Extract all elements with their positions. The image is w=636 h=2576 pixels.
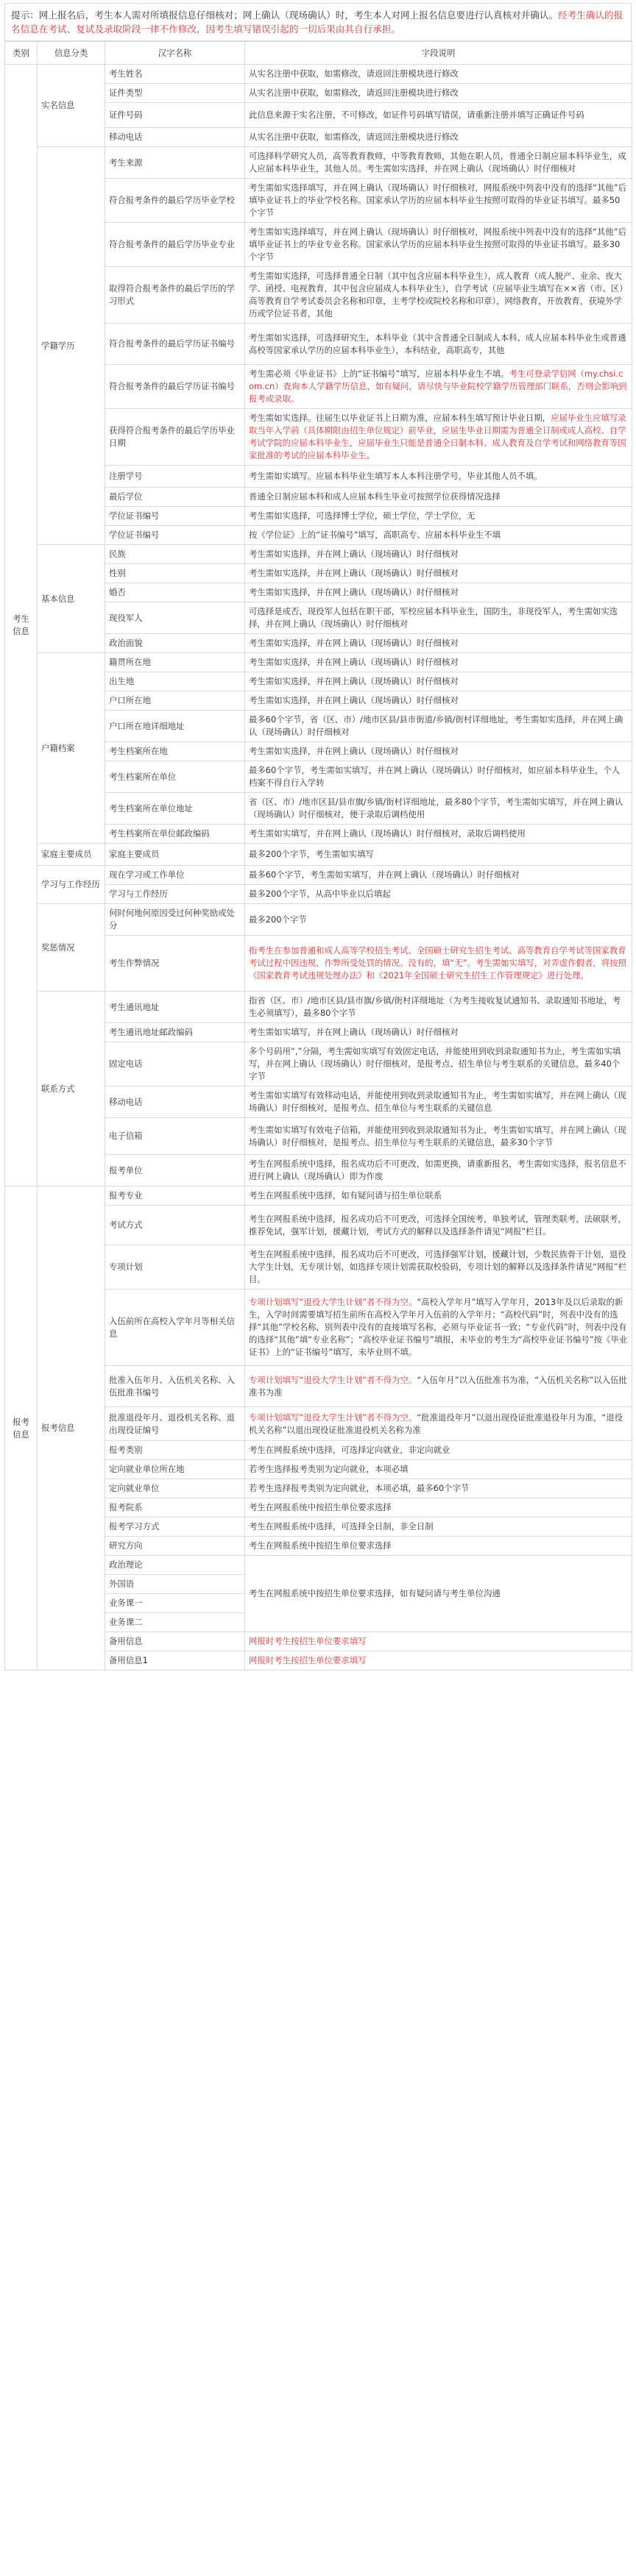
field-name-cell: 符合报考条件的最后学历证书编号 (105, 324, 245, 365)
field-name-cell: 报考专业 (105, 1186, 245, 1206)
field-name-cell: 考生档案所在地 (105, 742, 245, 761)
desc-text: 考生在网报系统中选择，可选择定向就业，非定向就业 (249, 1445, 451, 1455)
desc-text: 考生需如实填写。应届本科毕业生填写本人本科注册学号，毕业其他人员不填。 (249, 471, 543, 481)
header-row (5, 42, 632, 65)
field-desc-cell (245, 904, 632, 936)
field-desc-cell (245, 1245, 632, 1289)
page (4, 0, 632, 1671)
desc-text: 考生在网报系统中选择，如有疑问请与招生单位联系 (249, 1190, 442, 1200)
desc-text: 最多60个字节，考生需如实填写，并在网上确认（现场确认）时仔细核对 (249, 869, 520, 880)
field-name-cell: 电子信箱 (105, 1118, 245, 1155)
field-desc-cell (245, 507, 632, 526)
header-desc: 字段说明 (245, 42, 632, 65)
field-name-cell: 民族 (105, 545, 245, 564)
desc-text: 考生在网报系统中按招生单位要求选择 (249, 1502, 392, 1512)
desc-warning-text: 考生可登录学信网（my.chsi.com.cn）查询本人学籍学历信息，如有疑问，请尽快与毕业院校学籍学历管理部门联系，否则会影响到报考或录取。 (249, 369, 627, 404)
field-desc-cell (245, 936, 632, 992)
field-desc-cell (245, 1042, 632, 1086)
desc-text: 若考生选择报考类别为定向就业，本项必填，最多60个字节 (249, 1483, 470, 1493)
field-name-cell: 批准退役年月、退役机关名称、退出现役证编号 (105, 1407, 245, 1441)
field-desc-cell (245, 1023, 632, 1042)
desc-text: 最多200个字节 (249, 914, 307, 925)
desc-text: 从实名注册中获取，如需修改，请返回注册模块进行修改 (249, 68, 459, 79)
field-desc-cell (245, 84, 632, 103)
field-desc-cell (245, 634, 632, 653)
field-name-cell: 证件号码 (105, 103, 245, 128)
field-name-cell: 考生档案所在单位邮政编码 (105, 825, 245, 844)
field-desc-cell (245, 564, 632, 583)
desc-text: 从实名注册中获取，如需修改，请返回注册模块进行修改 (249, 132, 459, 142)
group-cell: 报考信息 (38, 1186, 105, 1671)
field-desc-cell (245, 711, 632, 742)
header-name: 汉字名称 (105, 42, 245, 65)
field-desc-cell (245, 365, 632, 409)
field-desc-cell (245, 1289, 632, 1366)
table-row (5, 992, 632, 1023)
table-row (5, 147, 632, 179)
field-desc-cell (245, 65, 632, 84)
field-desc-cell (245, 761, 632, 793)
desc-extra-text: “入伍年月”以入伍批准书为准，“入伍机关名称”以入伍批准书为准 (249, 1374, 627, 1398)
desc-text: 考生需必须《毕业证书》上的“证书编号”填写，应届本科毕业生不填。 (249, 369, 509, 379)
field-name-cell: 学位证书编号 (105, 526, 245, 545)
desc-text: 考生在网报系统中选择，报名成功后不可更改，如需更换，请重新报名，考生需如实选择，报名信息不进行网上确认（现场确认）即为作废 (249, 1159, 626, 1181)
field-desc-cell (245, 1498, 632, 1518)
notice-text: 提示：网上报名后，考生本人需对所填报信息仔细核对；网上确认（现场确认）时，考生本人对网上报名信息要进行认真核对并确认。 (11, 10, 559, 21)
field-desc-cell (245, 885, 632, 904)
table-row (5, 65, 632, 84)
desc-text: 考生需如实选择，并在网上确认（现场确认）时仔细核对 (249, 587, 459, 597)
field-name-cell: 证件类型 (105, 84, 245, 103)
desc-text: 考生需如实选择，可选择普通全日制（其中包含应届本科毕业生），成人教育（成人脱产、业余、夜大学、函授、电视教育，其中包含应届成人本科毕业生），自学考试（应届毕业生填写在××省（市、区）高等教育自学考试委员会名称和印章，主考学校或院校名称和印章），网络教育，开放教育，获境外学历或学位证书者，其他 (249, 271, 628, 319)
desc-text: 考生在网报系统中选择，可选择全日制，非全日制 (249, 1521, 434, 1531)
field-desc-cell (245, 602, 632, 634)
desc-text: 考生需如实选择，并在网上确认（现场确认）时仔细核对 (249, 746, 459, 756)
group-cell: 联系方式 (38, 992, 105, 1186)
field-name-cell: 家庭主要成员 (105, 844, 245, 866)
field-name-cell: 考生档案所在单位 (105, 761, 245, 793)
field-desc-cell (245, 1537, 632, 1556)
field-name-cell: 现役军人 (105, 602, 245, 634)
table-row (5, 1186, 632, 1206)
field-name-cell: 固定电话 (105, 1042, 245, 1086)
field-desc-cell (245, 583, 632, 602)
field-desc-cell (245, 466, 632, 488)
group-cell: 学籍学历 (38, 147, 105, 545)
desc-text: 考生需如实选择，并在网上确认（现场确认）时仔细核对 (249, 638, 459, 648)
desc-text: 考生需如实选择，并在网上确认（现场确认）时仔细核对 (249, 549, 459, 559)
field-desc-cell (245, 653, 632, 672)
field-desc-cell (245, 526, 632, 545)
field-name-cell: 户口所在地 (105, 691, 245, 711)
desc-text: 最多200个字节，考生需如实填写 (249, 849, 374, 859)
table-row (5, 904, 632, 936)
desc-text: 考生需如实选择填写，并在网上确认（现场确认）时仔细核对，网报系统中列表中没有的选择“其他”后填毕业证书上的毕业学校名称。国家承认学历的应届本科毕业生按照可取得的毕业证书填写。最多50个字节 (249, 182, 626, 218)
desc-text: 考生需如实填写，并在网上确认（现场确认）时仔细核对，录取后调档使用 (249, 828, 526, 839)
field-desc-cell (245, 1366, 632, 1407)
field-desc-cell (245, 1632, 632, 1651)
desc-text: 考生需如实选择，可选择研究生，本科毕业（其中含普通全日制成人本科、成人应届本科毕业生或普通高校等国家承认学历的应届本科毕业生），本科结业，高职高专，其他 (249, 332, 626, 355)
field-name-cell: 备用信息 (105, 1632, 245, 1651)
desc-text: 最多200个字节，从高中毕业以后填起 (249, 889, 391, 899)
field-name-cell: 考生来源 (105, 147, 245, 179)
field-name-cell: 备用信息1 (105, 1651, 245, 1671)
desc-text: 可选择是或否，现役军人包括在职干部，军校应届本科毕业生，国防生，非现役军人，考生需如实选择，并在网上确认（现场确认）时仔细核对 (249, 606, 618, 629)
field-name-cell: 符合报考条件的最后学历证书编号 (105, 365, 245, 409)
header-cat: 类别 (5, 42, 38, 65)
field-table (4, 41, 632, 1671)
field-name-cell: 符合报考条件的最后学历毕业学校 (105, 179, 245, 223)
field-desc-cell (245, 1186, 632, 1206)
field-name-cell: 研究方向 (105, 1537, 245, 1556)
field-name-cell: 业务课二 (105, 1613, 245, 1632)
field-name-cell: 获得符合报考条件的最后学历毕业日期 (105, 409, 245, 466)
notice-warning: 经考生确认的报名信息在考试、复试及录取阶段一律不作修改，因考生填写错误引起的一切后果由其自行承担。 (11, 10, 623, 35)
field-desc-cell (245, 409, 632, 466)
field-name-cell: 学习与工作经历 (105, 885, 245, 904)
field-desc-cell (245, 1118, 632, 1155)
group-cell: 户籍档案 (38, 653, 105, 844)
exam-subject-desc-cell: 考生在网报系统中按招生单位要求选择，如有疑问请与考生单位沟通 (245, 1556, 632, 1632)
desc-text: 此信息来源于实名注册，不可修改，如证件号码填写错误，请重新注册并填写正确证件号码 (249, 110, 584, 120)
table-row (5, 866, 632, 885)
field-desc-cell (245, 128, 632, 147)
field-desc-cell (245, 1460, 632, 1479)
desc-text: 考生需如实填写，并在网上确认（现场确认）时仔细核对 (249, 1027, 459, 1037)
field-desc-cell (245, 488, 632, 507)
category-cell: 报考信息 (5, 1186, 38, 1671)
category-cell: 考生信息 (5, 65, 38, 1186)
desc-text: 考生在网报系统中按招生单位要求选择 (249, 1540, 392, 1551)
field-desc-cell (245, 179, 632, 223)
field-name-cell: 批准入伍年月、入伍机关名称、入伍批准书编号 (105, 1366, 245, 1407)
desc-text: 省（区、市）/地市区县/县市旗/乡镇/街村详细地址，最多80个字节，考生需如实填写，并在网上确认（现场确认）时仔细核对，便于录取后调档使用 (249, 797, 623, 819)
group-cell: 家庭主要成员 (38, 844, 105, 866)
desc-warning-text: 专项计划填写“退役大学生计划”者不得为空。 (249, 1374, 417, 1385)
field-desc-cell (245, 992, 632, 1023)
field-name-cell: 出生地 (105, 672, 245, 691)
desc-text: 可选择科学研究人员，高等教育教师，中等教育教师，其他在职人员，普通全日制应届本科毕业生，成人应届本科毕业生，其他人员。考生需如实选择，并在网上确认（现场确认）时仔细核对 (249, 151, 626, 174)
field-name-cell: 性别 (105, 564, 245, 583)
field-name-cell: 学位证书编号 (105, 507, 245, 526)
group-cell: 实名信息 (38, 65, 105, 147)
header-info: 信息分类 (38, 42, 105, 65)
field-name-cell: 考生通讯地址 (105, 992, 245, 1023)
table-row (5, 545, 632, 564)
desc-text: 考生需如实选择，并在网上确认（现场确认）时仔细核对 (249, 676, 459, 686)
desc-text: 按《学位证》上的“证书编号”填写，高职高专、应届本科毕业生不填 (249, 530, 501, 540)
field-desc-cell (245, 1086, 632, 1118)
field-name-cell: 报考单位 (105, 1155, 245, 1186)
desc-text: 考生需如实选择，并在网上确认（现场确认）时仔细核对 (249, 695, 459, 705)
notice-box (4, 3, 632, 41)
field-desc-cell (245, 1441, 632, 1460)
desc-text: 考生需如实选择。往届生以毕业证书上日期为准，应届本科生填写预计毕业日期， (249, 413, 551, 423)
field-name-cell: 考生姓名 (105, 65, 245, 84)
field-name-cell: 专项计划 (105, 1245, 245, 1289)
table-row (5, 844, 632, 866)
field-name-cell: 业务课一 (105, 1594, 245, 1613)
field-desc-cell (245, 825, 632, 844)
desc-text: 普通全日制应届本科和成人应届本科生毕业可按照学位获得情况选择 (249, 491, 501, 502)
field-name-cell: 考试方式 (105, 1206, 245, 1245)
desc-text: 考生需如实选择填写，并在网上确认（现场确认）时仔细核对，网报系统中列表中没有的选择“其他”后填毕业证书上的毕业专业名称。国家承认学历的应届本科毕业生按照可取得的毕业证书填写。最多30个字节 (249, 227, 626, 262)
field-name-cell: 政治面貌 (105, 634, 245, 653)
desc-text: 考生需如实选择，并在网上确认（现场确认）时仔细核对 (249, 657, 459, 667)
desc-text: 若考生选择报考类别为定向就业，本项必填 (249, 1464, 409, 1474)
field-name-cell: 定向就业单位 (105, 1479, 245, 1498)
field-desc-cell (245, 1407, 632, 1441)
field-desc-cell (245, 223, 632, 267)
field-name-cell: 注册学号 (105, 466, 245, 488)
desc-extra-text: “批准退役年月”以退出现役证批准退役年月为准，“退役机关名称”以退出现役证批准退役机关名称为准 (249, 1412, 623, 1435)
desc-extra-text: “高校入学年月”填写入学年月，2013年及以后录取的新生，入学时间需要填写招生前所在高校入学年月入伍前的入学年月；“高校代码”时，列表中没有的选择“其他”学校名称，别列表中没有的直接填写名称，必须与毕业证书一致；“专业代码”时，列表中没有的选择“其他”填“专业名称”；“高校毕业证书编号”填报，未毕业的考生为“高校毕业证书编号”按《毕业证书》上的“证书编号”填写，未毕业则不填。 (249, 1297, 628, 1357)
field-desc-cell (245, 672, 632, 691)
field-desc-cell (245, 103, 632, 128)
desc-text: 考生需如实选择，可选择博士学位，硕士学位，学士学位，无 (249, 510, 476, 521)
desc-warning-text: 网报时考生按招生单位要求填写 (249, 1636, 367, 1646)
field-name-cell: 何时何地何原因受过何种奖励或处分 (105, 904, 245, 936)
field-name-cell: 政治理论 (105, 1556, 245, 1575)
field-name-cell: 婚否 (105, 583, 245, 602)
field-desc-cell (245, 844, 632, 866)
field-desc-cell (245, 147, 632, 179)
field-name-cell: 现在学习或工作单位 (105, 866, 245, 885)
field-desc-cell (245, 1479, 632, 1498)
field-desc-cell (245, 545, 632, 564)
desc-text: 指省（区、市）/地市区县/县市旗/乡镇/街村详细地址（为考生接收复试通知书、录取通知书地址，考生必须填写），最多80个字节 (249, 995, 621, 1018)
desc-warning-text: 网报时考生按招生单位要求填写 (249, 1655, 367, 1665)
field-desc-cell (245, 866, 632, 885)
desc-text: 考生在网报系统中选择，报名成功后不可更改，可选择强军计划，援藏计划，少数民族骨干计划，退役大学生计划，无专项计划，如选择专项计划需获取校验码，专项计划的解释以及选择条件请见“网报”栏目。 (249, 1249, 626, 1284)
field-name-cell: 户口所在地详细地址 (105, 711, 245, 742)
field-name-cell: 移动电话 (105, 1086, 245, 1118)
field-desc-cell (245, 1651, 632, 1671)
group-cell: 奖惩情况 (38, 904, 105, 992)
desc-warning-text: 专项计划填写“退役大学生计划”者不得为空。 (249, 1297, 417, 1307)
field-name-cell: 入伍前所在高校入学年月等相关信息 (105, 1289, 245, 1366)
field-name-cell: 最后学位 (105, 488, 245, 507)
field-desc-cell (245, 793, 632, 825)
field-desc-cell (245, 1155, 632, 1186)
desc-text: 考生需如实填写有效电子信箱，并能使用到收到录取通知书为止，考生需如实填写，并在网上确认（现场确认）时仔细核对，是报考点、招生单位与考生联系的关键信息，最多30个字节 (249, 1124, 626, 1148)
field-desc-cell (245, 324, 632, 365)
desc-text: 考生需如实选择，并在网上确认（现场确认）时仔细核对 (249, 568, 459, 578)
desc-warning-text: 应届毕业生应填写录取当年入学前（具体期限由招生单位规定）前毕业，应届生毕业日期需为普通全日制或成人高校、自学考试学院的应届本科毕业生，应届毕业生只能是普通全日制本科、成人教育及自学考试和网络教育等国家批准的考试的应届本科毕业生。 (249, 413, 626, 460)
desc-text: 考生需如实填写有效移动电话，并能使用到收到录取通知书为止，考生需如实填写，并在网上确认（现场确认）时仔细核对，是报考点、招生单位与考生联系的关键信息 (249, 1090, 626, 1113)
field-name-cell: 考生作弊情况 (105, 936, 245, 992)
desc-text: 多个号码用“,”分隔，考生需如实填写有效固定电话，并能使用到收到录取通知书为止，考生需如实填写，并在网上确认（现场确认）时仔细核对，是报考点、招生单位与考生联系的关键信息，最多40个字节 (249, 1046, 621, 1081)
desc-warning-text: 指考生在参加普通和成人高等学校招生考试、全国硕士研究生招生考试、高等教育自学考试等国家教育考试过程中因违规、作弊所受处罚的情况。没有的，填“无”。考生需如实填写，对弄虚作假者，将按照《国家教育考试违规处理办法》和《2021年全国硕士研究生招生工作管理规定》进行处理。 (249, 945, 626, 981)
field-name-cell: 籍贯所在地 (105, 653, 245, 672)
desc-text: 最多60个字节，省（区、市）/地市区县/县市街道/乡镇/街村详细地址，考生需如实选择，并在网上确认（现场确认）时仔细核对 (249, 714, 623, 737)
field-name-cell: 报考学习方式 (105, 1518, 245, 1537)
field-desc-cell (245, 742, 632, 761)
field-desc-cell (245, 691, 632, 711)
field-desc-cell (245, 1518, 632, 1537)
field-name-cell: 取得符合报考条件的最后学历的学习形式 (105, 267, 245, 324)
field-desc-cell (245, 1206, 632, 1245)
table-row (5, 653, 632, 672)
field-name-cell: 外国语 (105, 1575, 245, 1594)
field-name-cell: 考生通讯地址邮政编码 (105, 1023, 245, 1042)
field-name-cell: 报考类别 (105, 1441, 245, 1460)
field-name-cell: 移动电话 (105, 128, 245, 147)
field-name-cell: 考生档案所在单位地址 (105, 793, 245, 825)
field-name-cell: 报考院系 (105, 1498, 245, 1518)
field-name-cell: 定向就业单位所在地 (105, 1460, 245, 1479)
field-desc-cell (245, 267, 632, 324)
field-name-cell: 符合报考条件的最后学历毕业专业 (105, 223, 245, 267)
desc-text: 考生在网报系统中选择，报名成功后不可更改，可选择全国统考，单独考试，管理类联考，法硕联考，推荐免试，强军计划，援藏计划，考试方式的解释以及选择条件请见“网报”栏目。 (249, 1213, 626, 1237)
group-cell: 学习与工作经历 (38, 866, 105, 904)
desc-text: 从实名注册中获取，如需修改，请返回注册模块进行修改 (249, 88, 459, 98)
group-cell: 基本信息 (38, 545, 105, 653)
desc-warning-text: 专项计划填写“退役大学生计划”者不得为空。 (249, 1412, 417, 1423)
desc-text: 最多60个字节，考生需如实填写，并在网上确认（现场确认）时仔细核对，如应届本科毕业生，个人档案不得自行入学转 (249, 765, 621, 788)
